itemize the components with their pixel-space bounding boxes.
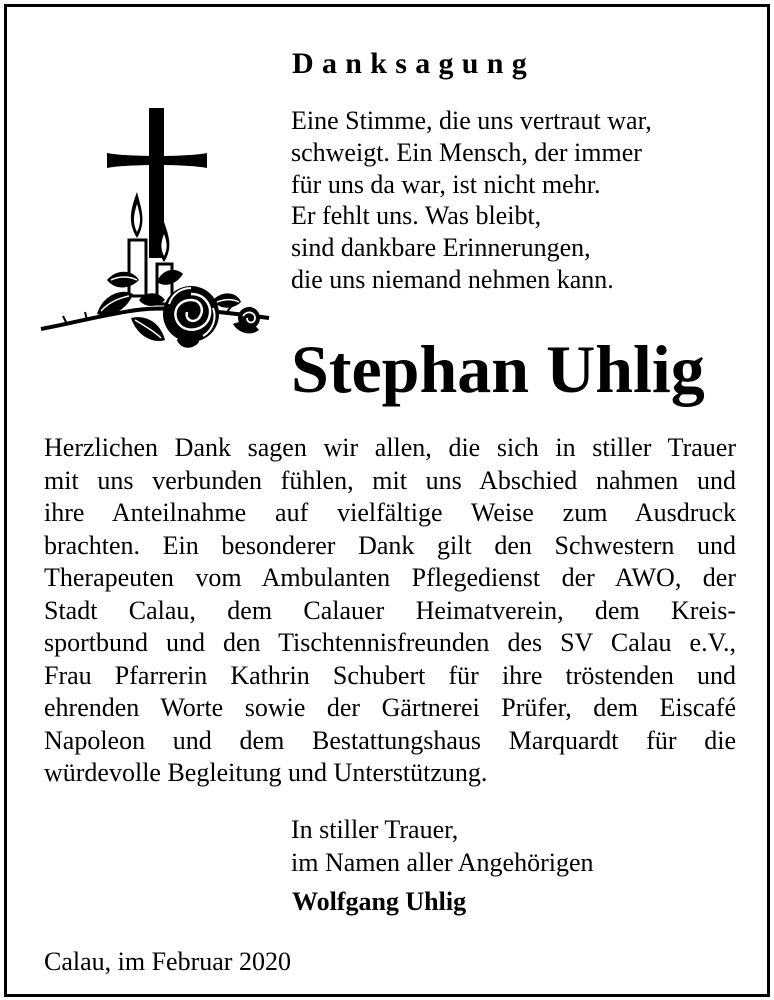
thanks-line: Stadt Calau, dem Calauer Heimatverein, dem Kreis- bbox=[44, 595, 736, 625]
poem-line: sind dankbare Erinnerungen, bbox=[291, 233, 591, 263]
poem-line: Eine Stimme, die uns vertraut war, bbox=[291, 106, 652, 135]
poem bbox=[291, 105, 652, 296]
closing-line: im Namen aller Angehörigen bbox=[291, 848, 594, 877]
thanks-line: Therapeuten vom Ambulanten Pflegedienst der AWO, der bbox=[44, 563, 736, 592]
place-date: Calau, im Februar 2020 bbox=[44, 947, 291, 976]
thanks-line: ihre Anteilnahme auf vielfältige Weise zum Ausdruck bbox=[44, 498, 736, 527]
signature: Wolfgang Uhlig bbox=[292, 887, 467, 916]
poem-line: Er fehlt uns. Was bleibt, bbox=[291, 201, 542, 231]
thanks-line: brachten. Ein besonderer Dank gilt den Schwestern und bbox=[44, 530, 736, 560]
poem-line: für uns da war, ist nicht mehr. bbox=[291, 169, 601, 199]
thanks-line: Herzlichen Dank sagen wir allen, die sich in stiller Trauer bbox=[44, 433, 736, 462]
deceased-name: Stephan Uhlig bbox=[291, 331, 705, 407]
thanks-line: Napoleon und dem Bestattungshaus Marquardt für die bbox=[44, 725, 736, 755]
thanks-line: ehrenden Worte sowie der Gärtnerei Prüfer, dem Eiscafé bbox=[44, 693, 736, 722]
thanks-line: sportbund und den Tischtennisfreunden des SV Calau e.V., bbox=[44, 628, 736, 657]
poem-line: schweigt. Ein Mensch, der immer bbox=[291, 137, 642, 167]
thanks-paragraph bbox=[44, 432, 736, 790]
poem-line: die uns niemand nehmen kann. bbox=[291, 264, 614, 294]
closing-line: In stiller Trauer, bbox=[291, 815, 459, 844]
thanks-line: Frau Pfarrerin Kathrin Schubert für ihre tröstenden und bbox=[44, 660, 736, 690]
thanks-line: würdevolle Begleitung und Unterstützung. bbox=[44, 758, 488, 787]
thanks-line: mit uns verbunden fühlen, mit uns Abschied nahmen und bbox=[44, 465, 736, 495]
obituary-notice bbox=[4, 4, 770, 997]
heading: Danksagung bbox=[292, 47, 536, 80]
closing bbox=[291, 813, 594, 879]
cross-candles-rose-icon bbox=[37, 104, 273, 354]
